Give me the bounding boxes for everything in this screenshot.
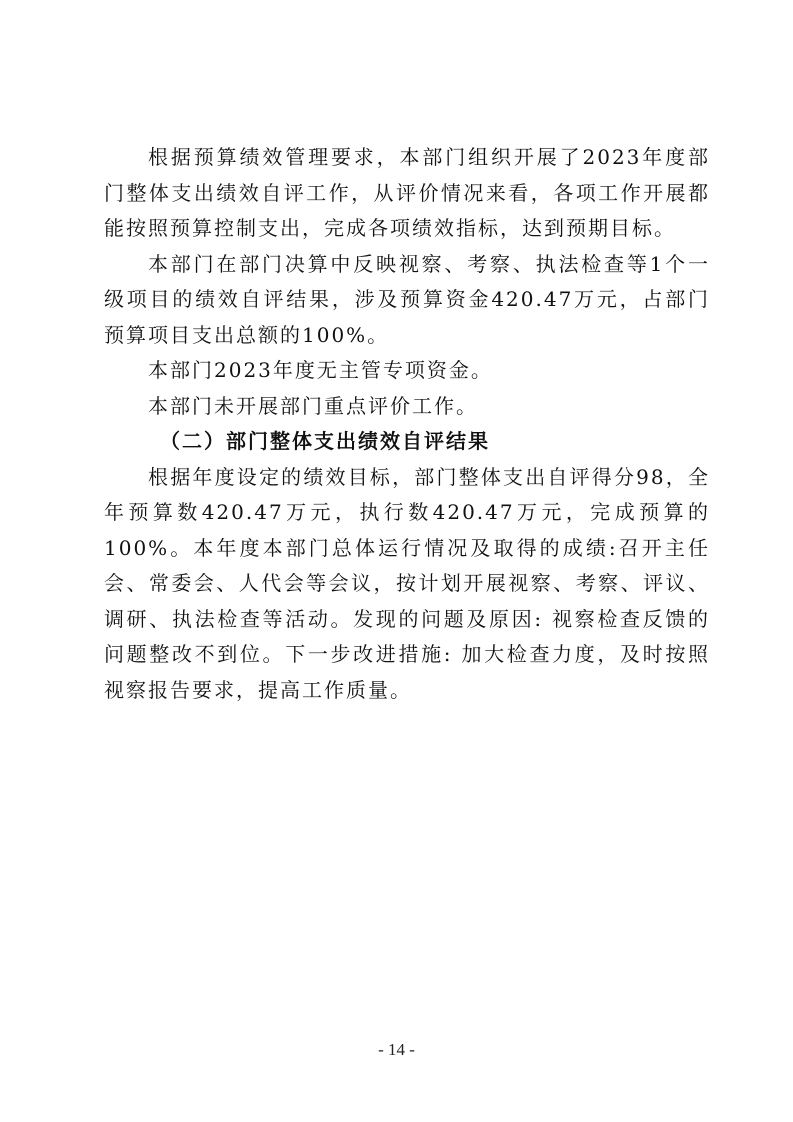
paragraph-key-evaluation: 本部门未开展部门重点评价工作。: [148, 393, 478, 418]
page-number: - 14 -: [378, 1040, 415, 1059]
paragraph-special-funds: 本部门2023年度无主管专项资金。: [148, 358, 493, 382]
document-body: [104, 140, 710, 708]
paragraph-self-evaluation-intro: 根据预算绩效管理要求，本部门组织开展了2023年度部门整体支出绩效自评工作，从评价情况来看，各项工作开展都能按照预算控制支出，完成各项绩效指标，达到预期目标。: [104, 145, 710, 240]
section-heading: （二）部门整体支出绩效自评结果: [160, 429, 490, 453]
paragraph-project-results: 本部门在部门决算中反映视察、考察、执法检查等1个一级项目的绩效自评结果，涉及预算资金420.47万元，占部门预算项目支出总额的100%。: [104, 251, 710, 347]
paragraph-overall-results: 根据年度设定的绩效目标，部门整体支出自评得分98，全年预算数420.47万元，执行数420.47万元，完成预算的100%。本年度本部门总体运行情况及取得的成绩:召开主任会、常委会、人代会等会议，按计划开展视察、考察、评议、调研、执法检查等活动。发现的问题及原因: 视察检查反馈的问题整改不到位。下一步改进措施: 加大检查力度，及时按照视察报告要求，提高工作质量。: [104, 464, 710, 702]
